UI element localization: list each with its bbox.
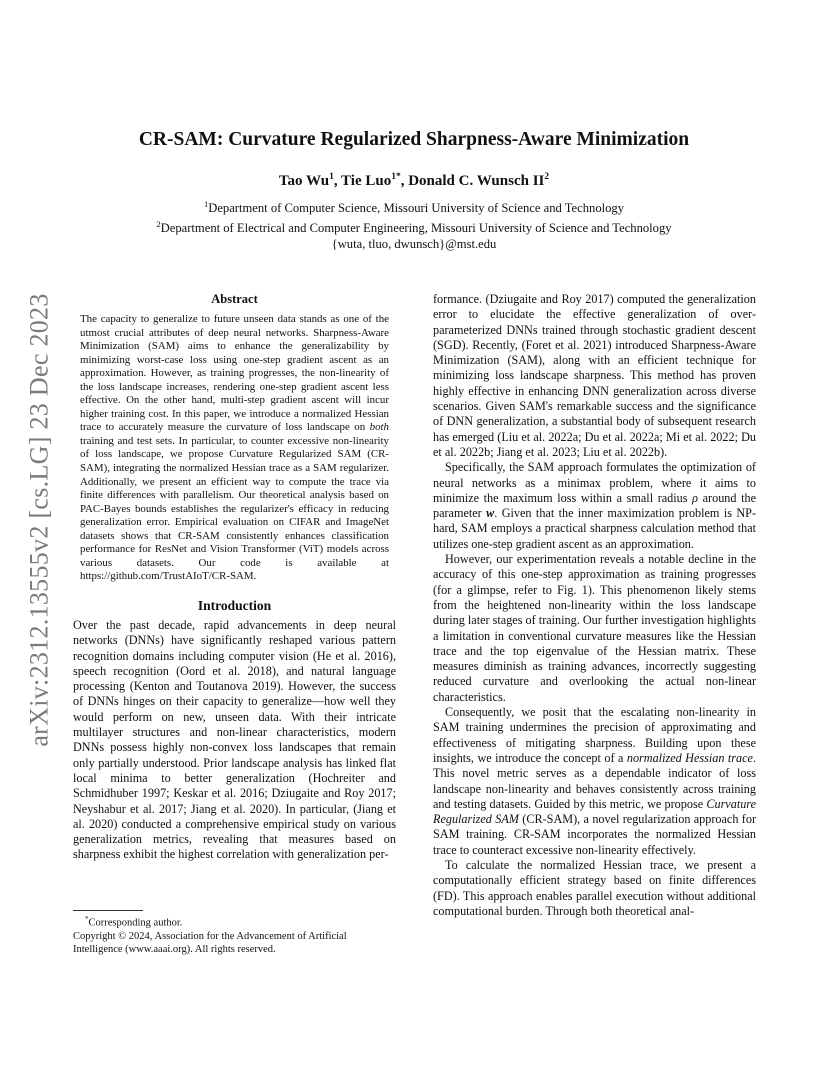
introduction-paragraph-1: Over the past decade, rapid advancements in deep neural networks (DNNs) have significantly reshaped various pattern recognition domains including computer vision (He et al. 2016), speech recognition (Oord et al. 2018), and natural language processing (Kenton and Toutanova 2019). However, the success of DNNs hinges on their capacity to generalize—how well they would perform on new, unseen data. With their intricate multilayer structures and non-linear characteristics, modern DNNs possess highly non-convex loss landscapes that remain only partially understood. Prior landscape analysis has linked flat local minima to better generalization (Hochreiter and Schmidhuber 1997; Keskar et al. 2016; Dziugaite and Roy 2017; Neyshabur et al. 2017; Jiang et al. 2020). In particular, (Jiang et al. 2020) conducted a comprehensive empirical study on various generalization metrics, revealing that measures based on sharpness exhibit the highest correlation with generalization per- xyxy=(73,617,396,862)
author-affiliation-marker: 1* xyxy=(391,172,401,182)
author-list: Tao Wu$^1$, Tie Luo$^{1*}$, Donald C. Wunsch $II^2$ xyxy=(278,172,550,189)
author-emails: {wuta, tluo, dwunsch}@mst.edu xyxy=(331,237,497,252)
arxiv-identifier-stamp xyxy=(20,282,60,757)
author-affiliation-marker: 2 xyxy=(544,172,550,182)
arxiv-identifier-text: arXiv:2312.13555v2 [cs.LG] 23 Dec 2023 xyxy=(25,292,54,747)
abstract-heading: Abstract xyxy=(211,292,258,306)
footnote-divider xyxy=(73,910,143,911)
paper-title: CR-SAM: Curvature Regularized Sharpness-Aware Minimization xyxy=(138,129,690,150)
corresponding-author-note: *Corresponding author. xyxy=(85,915,183,929)
author-name: Tie Luo xyxy=(341,173,392,189)
affiliation-block xyxy=(70,196,758,252)
copyright-notice: Copyright © 2024, Association for the Advancement of Artificial Intelligence (www.aaai.org). All rights reserved. xyxy=(73,930,347,955)
introduction-paragraph-5: To calculate the normalized Hessian trace, we present a computationally efficient strategy based on finite differences (FD). This approach enables parallel execution without additional computational burden. Through both theoretical anal- xyxy=(433,857,756,918)
introduction-paragraph-2: Specifically, the SAM approach formulates the optimization of neural networks as a minimax problem, where it aims to minimize the maximum loss within a small radius ρ around the parameter w. Given that the inner maximization problem is NP-hard, SAM employs a practical sharpness calculation method that utilizes one-step gradient ascent as an approximation. xyxy=(433,460,757,551)
footnote-block xyxy=(73,913,396,956)
abstract-text: The capacity to generalize to future unseen data stands as one of the utmost crucial attributes of deep neural networks. Sharpness-Aware Minimization (SAM) aims to enhance the generalizability by minimizing worst-case loss using one-step gradient ascent as an approximation. However, as training progresses, the non-linearity of the loss landscape increases, rendering one-step gradient ascent less effective. On the other hand, multi-step gradient ascent will incur higher training cost. In this paper, we introduce a normalized Hessian trace to accurately measure the curvature of loss landscape on both training and test sets. In particular, to counter excessive non-linearity of loss landscape, we propose Curvature Regularized SAM (CR-SAM), integrating the normalized Hessian trace as a SAM regularizer. Additionally, we present an efficient way to compute the trace via finite differences with parallelism. Our theoretical analysis based on PAC-Bayes bounds establishes the regularizer's efficacy in reducing generalization error. Empirical evaluation on CIFAR and ImageNet datasets shows that CR-SAM consistently enhances classification performance for ResNet and Vision Transformer (ViT) models across various datasets. Our code is available at https://github.com/TrustAIoT/CR-SAM. xyxy=(80,313,389,583)
introduction-paragraph-1-continued: formance. (Dziugaite and Roy 2017) computed the generalization error to elucidate the effective generalization of over-parameterized DNNs trained through stochastic gradient descent (SGD). Recently, (Foret et al. 2021) introduced Sharpness-Aware Minimization (SAM), along with an efficient technique for minimizing loss landscape sharpness. This method has proven highly effective in enhancing DNN generalization across diverse scenarios. Given SAM's remarkable success and the significance of DNN generalization, a substantial body of subsequent research has emerged (Liu et al. 2022a; Du et al. 2022a; Mi et al. 2022; Du et al. 2022b; Jiang et al. 2023; Liu et al. 2022b). xyxy=(433,292,756,459)
affiliation-line: $^2$Department of Electrical and Computer Engineering, Missouri University of Science and Technology xyxy=(156,219,672,236)
introduction-paragraph-4: Consequently, we posit that the escalating non-linearity in SAM training undermines the precision of approximating and effectiveness of mitigating sharpness. Building upon these insights, we introduce the concept of a normalized Hessian trace. This novel metric serves as a dependable indicator of loss landscape non-linearity and behaves consistently across training and testing datasets. Guided by this metric, we propose Curvature Regularized SAM (CR-SAM), a novel regularization approach for SAM training. CR-SAM incorporates the normalized Hessian trace to counteract excessive non-linearity effectively. xyxy=(433,705,757,857)
left-column xyxy=(73,292,396,863)
introduction-paragraph-3: However, our experimentation reveals a notable decline in the accuracy of this one-step approximation as training progresses (for a glimpse, refer to Fig. 1). This phenomenon likely stems from the heightened non-linearity within the loss landscape during later stages of training. Our further investigation highlights a limitation in conventional curvature measures like the Hessian trace and the top eigenvalue of the Hessian matrix. These measures diminish as training advances, incorrectly suggesting reduced curvature and overlooking the actual non-linear characteristics. xyxy=(433,552,756,704)
affiliation-line: $^1$Department of Computer Science, Missouri University of Science and Technology xyxy=(203,199,625,216)
author-name: Tao Wu xyxy=(278,173,330,189)
right-column xyxy=(433,292,756,919)
introduction-heading: Introduction xyxy=(197,597,272,613)
author-affiliation-marker: 1 xyxy=(329,172,334,182)
author-name: Donald C. Wunsch II xyxy=(408,173,545,189)
